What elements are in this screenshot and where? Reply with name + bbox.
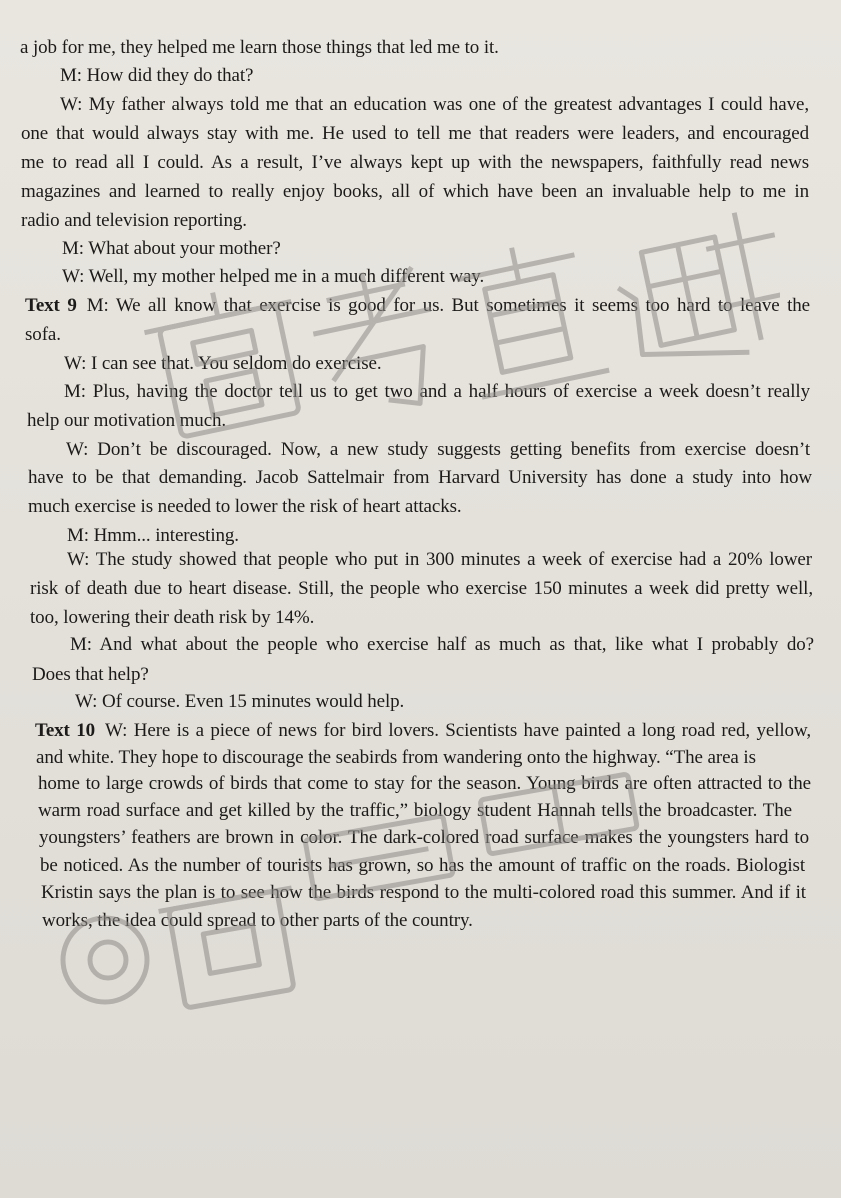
text-line: W: Well, my mother helped me in a much different way.: [62, 266, 485, 287]
text-line: risk of death due to heart disease. Still, the people who exercise 150 minutes a week did pretty well,: [30, 578, 813, 599]
text-line: M: How did they do that?: [60, 65, 254, 86]
text-line: and white. They hope to discourage the seabirds from wandering onto the highway. “The area is: [36, 747, 756, 768]
text-label: Text 10: [35, 720, 96, 741]
text-line: Does that help?: [32, 664, 149, 685]
text-line: works, the idea could spread to other parts of the country.: [42, 910, 473, 931]
text-line: M: And what about the people who exercise half as much as that, like what I probably do?: [70, 634, 814, 655]
text-line: me to read all I could. As a result, I’ve always kept up with the newspapers, faithfully read news: [21, 152, 809, 173]
text-line: M: Plus, having the doctor tell us to get two and a half hours of exercise a week doesn’t really: [64, 381, 810, 402]
text-line: radio and television reporting.: [21, 210, 247, 231]
text-line: W: The study showed that people who put in 300 minutes a week of exercise had a 20% lower: [67, 549, 812, 570]
text-line: warm road surface and get killed by the traffic,” biology student Hannah tells the broadcaster. The: [38, 800, 792, 821]
text-line: W: Of course. Even 15 minutes would help.: [75, 691, 405, 712]
text-line: W: I can see that. You seldom do exercise.: [64, 353, 382, 374]
text-line: too, lowering their death risk by 14%.: [30, 607, 315, 628]
text-line: M: Hmm... interesting.: [67, 525, 239, 546]
text-line: sofa.: [25, 324, 61, 345]
text-line: W: My father always told me that an education was one of the greatest advantages I could have,: [60, 94, 809, 115]
text-line: a job for me, they helped me learn those things that led me to it.: [20, 37, 499, 58]
text-line: Kristin says the plan is to see how the birds respond to the multi-colored road this summer. And if it: [41, 882, 806, 903]
text-line: home to large crowds of birds that come to stay for the season. Young birds are often attracted to the: [38, 773, 811, 794]
text-line: W: Don’t be discouraged. Now, a new study suggests getting benefits from exercise doesn’t: [66, 439, 810, 460]
text-line: W: Here is a piece of news for bird lovers. Scientists have painted a long road red, yellow,: [105, 720, 811, 741]
text-line: M: We all know that exercise is good for us. But sometimes it seems too hard to leave the: [86, 295, 810, 316]
text-line: magazines and learned to really enjoy books, all of which have been an invaluable help to me in: [21, 181, 809, 202]
text-line: much exercise is needed to lower the risk of heart attacks.: [28, 496, 462, 517]
text-line: have to be that demanding. Jacob Sattelmair from Harvard University has done a study into how: [28, 467, 812, 488]
text-line: help our motivation much.: [27, 410, 227, 431]
text-line: one that would always stay with me. He used to tell me that readers were leaders, and encouraged: [21, 123, 809, 144]
text-line: be noticed. As the number of tourists has grown, so has the amount of traffic on the roads. Biologist: [40, 855, 805, 876]
text-section-heading-line: [25, 294, 810, 318]
text-line: youngsters’ feathers are brown in color. The dark-colored road surface makes the youngsters hard to: [39, 827, 809, 848]
text-section-heading-line: [35, 719, 811, 743]
text-line: M: What about your mother?: [62, 238, 281, 259]
text-label: Text 9: [25, 295, 77, 316]
